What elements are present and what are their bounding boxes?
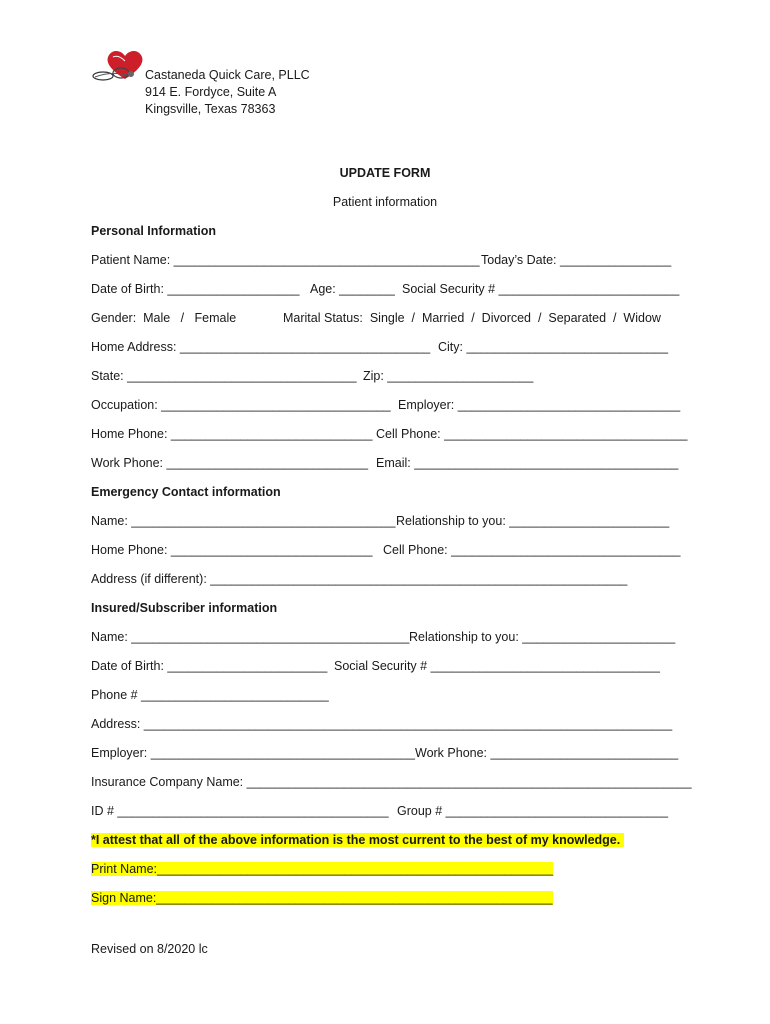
insurance-id-field[interactable]: ID # _______________________________________ <box>91 804 389 818</box>
marital-status-field[interactable]: Marital Status: Single / Married / Divorced / Separated / Widow <box>283 311 661 325</box>
emergency-cell-phone-field[interactable]: Cell Phone: _________________________________ <box>383 543 681 557</box>
insured-employer-field[interactable]: Employer: ______________________________________ <box>91 746 415 760</box>
insured-name-field[interactable]: Name: ________________________________________ <box>91 630 410 644</box>
gender-field[interactable]: Gender: Male / Female <box>91 311 237 325</box>
insured-address-field[interactable]: Address: ____________________________________________________________________________ <box>91 717 673 731</box>
revision-note: Revised on 8/2020 lc <box>91 942 208 956</box>
attestation-statement: *I attest that all of the above information is the most current to the best of my knowledge. <box>91 833 624 847</box>
home-phone-field[interactable]: Home Phone: _____________________________ <box>91 427 373 441</box>
clinic-logo <box>91 47 147 85</box>
city-field[interactable]: City: _____________________________ <box>438 340 669 354</box>
company-name: Castaneda Quick Care, PLLC <box>145 68 310 82</box>
insured-heading: Insured/Subscriber information <box>91 601 278 615</box>
emergency-relationship-field[interactable]: Relationship to you: _______________________ <box>396 514 670 528</box>
work-phone-field[interactable]: Work Phone: _____________________________ <box>91 456 369 470</box>
occupation-field[interactable]: Occupation: _________________________________ <box>91 398 391 412</box>
zip-field[interactable]: Zip: _____________________ <box>363 369 534 383</box>
company-address-line2: Kingsville, Texas 78363 <box>145 102 276 116</box>
insurance-group-field[interactable]: Group # ________________________________ <box>397 804 669 818</box>
home-address-field[interactable]: Home Address: ____________________________________ <box>91 340 431 354</box>
personal-info-heading: Personal Information <box>91 224 217 238</box>
sign-name-field[interactable]: Sign Name:_________________________________________________________ <box>91 891 553 905</box>
form-subtitle: Patient information <box>332 195 438 209</box>
age-field[interactable]: Age: ________ <box>310 282 395 296</box>
insured-phone-field[interactable]: Phone # ___________________________ <box>91 688 329 702</box>
emergency-home-phone-field[interactable]: Home Phone: _____________________________ <box>91 543 373 557</box>
state-field[interactable]: State: _________________________________ <box>91 369 357 383</box>
form-title: UPDATE FORM <box>339 166 431 180</box>
emergency-heading: Emergency Contact information <box>91 485 281 499</box>
employer-field[interactable]: Employer: ________________________________ <box>398 398 681 412</box>
insurance-company-field[interactable]: Insurance Company Name: ________________________________________________________________ <box>91 775 692 789</box>
emergency-name-field[interactable]: Name: ______________________________________ <box>91 514 396 528</box>
email-field[interactable]: Email: ______________________________________ <box>376 456 679 470</box>
emergency-address-field[interactable]: Address (if different): ____________________________________________________________ <box>91 572 628 586</box>
insured-work-phone-field[interactable]: Work Phone: ___________________________ <box>415 746 679 760</box>
todays-date-field[interactable]: Today’s Date: ________________ <box>481 253 672 267</box>
dob-field[interactable]: Date of Birth: ___________________ <box>91 282 300 296</box>
company-address-line1: 914 E. Fordyce, Suite A <box>145 85 277 99</box>
cell-phone-field[interactable]: Cell Phone: ___________________________________ <box>376 427 688 441</box>
ssn-field[interactable]: Social Security # __________________________ <box>402 282 680 296</box>
insured-relationship-field[interactable]: Relationship to you: ______________________ <box>409 630 676 644</box>
print-name-field[interactable]: Print Name:_________________________________________________________ <box>91 862 554 876</box>
insured-ssn-field[interactable]: Social Security # _________________________________ <box>334 659 660 673</box>
patient-name-field[interactable]: Patient Name: ____________________________________________ <box>91 253 480 267</box>
insured-dob-field[interactable]: Date of Birth: _______________________ <box>91 659 328 673</box>
